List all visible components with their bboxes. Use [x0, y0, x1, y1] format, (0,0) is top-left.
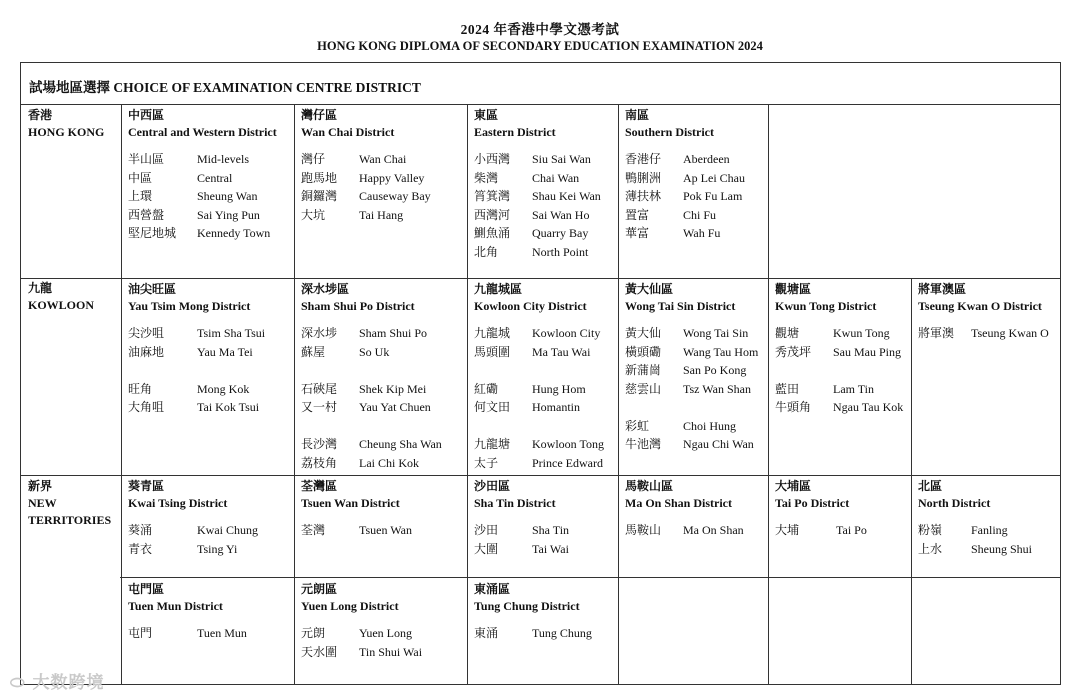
place-name-zh: 香港仔: [625, 152, 662, 166]
grid-line: [121, 104, 122, 685]
place-name-en: Yau Ma Tei: [197, 344, 253, 359]
place-name-zh: 油麻地: [128, 344, 165, 359]
place-name-en: Lam Tin: [833, 381, 875, 396]
place-name-zh: 鴨脷洲: [625, 170, 662, 185]
place-name-en: Kennedy Town: [197, 226, 271, 240]
place-name-zh: 觀塘: [775, 326, 800, 340]
district-cell-tai-po: [775, 478, 908, 540]
place-row: [918, 324, 1061, 343]
district-name-en: Kwun Tong District: [775, 299, 877, 313]
place-name-zh: 沙田: [474, 523, 499, 537]
place-row: [301, 324, 464, 343]
title-chinese: 2024 年香港中學文憑考試: [460, 22, 620, 37]
district-cell-kwun-tong: [775, 281, 908, 417]
place-name-zh: 旺角: [128, 381, 153, 396]
place-name-en: Cheung Sha Wan: [359, 437, 442, 451]
place-row: [128, 187, 291, 206]
place-name-en: Siu Sai Wan: [532, 152, 591, 166]
place-name-zh: 深水埗: [301, 326, 338, 340]
place-row: [301, 343, 464, 362]
place-list: [128, 624, 291, 643]
place-row: [474, 206, 617, 225]
place-row: [474, 224, 617, 243]
place-name-zh: 大埔: [775, 523, 800, 537]
logo-mark-icon: ⬭: [10, 673, 26, 693]
place-name-zh: 半山區: [128, 152, 165, 166]
district-cell-tuen-mun: [128, 581, 291, 643]
place-list: [474, 521, 617, 558]
place-name-zh: 中區: [128, 170, 153, 185]
place-name-en: Wan Chai: [359, 152, 407, 166]
place-name-zh: 何文田: [474, 400, 511, 414]
district-cell-eastern: [474, 107, 617, 261]
district-cell-kowloon-city: [474, 281, 617, 472]
place-name-zh: 牛池灣: [625, 437, 662, 451]
place-name-zh: 薄扶林: [625, 189, 662, 203]
place-name-zh: 慈雲山: [625, 381, 662, 396]
place-name-zh: 元朗: [301, 626, 326, 640]
region-hong-kong: 香港 HONG KONG: [28, 108, 105, 139]
place-list: [775, 521, 908, 540]
place-row: [128, 224, 291, 243]
place-name-en: Ma Tau Wai: [532, 344, 591, 359]
place-row: [474, 150, 617, 169]
grid-line: [467, 104, 468, 685]
place-name-zh: 馬鞍山: [625, 523, 662, 537]
place-row: [918, 540, 1061, 559]
place-row: [474, 243, 617, 262]
place-name-zh: 大角咀: [128, 400, 165, 414]
district-name-zh: 荃灣區: [301, 479, 338, 493]
place-list: [128, 150, 291, 243]
region-kowloon: 九龍 KOWLOON: [28, 281, 95, 312]
district-name-en: Tung Chung District: [474, 599, 580, 613]
place-name-zh: 大圍: [474, 541, 499, 556]
place-name-en: Sheung Wan: [197, 189, 258, 203]
place-name-zh: 將軍澳: [918, 326, 955, 340]
place-name-zh: 青衣: [128, 541, 153, 556]
place-name-zh: 北角: [474, 244, 499, 259]
place-row: [301, 187, 464, 206]
district-cell-ma-on-shan: [625, 478, 767, 540]
grid-line: [618, 104, 619, 685]
district-name-en: Tuen Mun District: [128, 599, 223, 613]
place-row: [775, 521, 908, 540]
district-name-en: Sham Shui Po District: [301, 299, 415, 313]
district-name-en: Tseung Kwan O District: [918, 299, 1042, 313]
place-name-zh: 石硤尾: [301, 381, 338, 396]
place-row: [625, 380, 767, 399]
district-name-zh: 北區: [918, 479, 943, 493]
place-name-en: Sau Mau Ping: [833, 344, 902, 359]
district-name-en: North District: [918, 496, 991, 510]
district-name-en: Southern District: [625, 125, 714, 139]
district-name-en: Ma On Shan District: [625, 496, 733, 510]
place-row: [128, 380, 291, 399]
place-row: [128, 624, 291, 643]
place-list: [625, 150, 767, 243]
place-list: [474, 624, 617, 643]
place-row: [128, 540, 291, 559]
place-list: [474, 150, 617, 261]
place-list: [625, 324, 767, 454]
place-name-en: Tai Kok Tsui: [197, 400, 260, 414]
place-row: [625, 206, 767, 225]
place-name-en: Hung Hom: [532, 381, 586, 396]
place-name-zh: 柴灣: [474, 170, 499, 185]
place-name-en: Pok Fu Lam: [683, 189, 743, 203]
place-list: [301, 324, 464, 472]
district-cell-sha-tin: [474, 478, 617, 558]
place-row: [625, 361, 767, 380]
place-name-en: Tsing Yi: [197, 541, 238, 556]
district-name-en: Eastern District: [474, 125, 556, 139]
place-name-en: Sai Wan Ho: [532, 207, 590, 222]
place-name-zh: 太子: [474, 455, 499, 470]
place-name-en: Tsim Sha Tsui: [197, 326, 266, 340]
place-name-en: Ngau Chi Wan: [683, 437, 754, 451]
place-row: [128, 343, 291, 362]
district-name-en: Tai Po District: [775, 496, 850, 510]
district-name-en: Wong Tai Sin District: [625, 299, 736, 313]
place-name-en: Shau Kei Wan: [532, 189, 601, 203]
place-name-en: Sha Tin: [532, 523, 570, 537]
place-name-en: Chai Wan: [532, 170, 580, 185]
place-name-en: Lai Chi Kok: [359, 455, 419, 470]
grid-line: [768, 104, 769, 685]
place-name-zh: 上水: [918, 541, 943, 556]
district-name-zh: 南區: [625, 108, 650, 122]
district-name-zh: 黃大仙區: [625, 282, 674, 296]
place-name-en: Prince Edward: [532, 455, 603, 470]
place-row: [775, 343, 908, 362]
place-name-en: Tin Shui Wai: [359, 644, 423, 659]
district-name-en: Yuen Long District: [301, 599, 399, 613]
place-name-en: Aberdeen: [683, 152, 730, 166]
place-name-zh: 彩虹: [625, 418, 650, 433]
place-list: [775, 324, 908, 417]
place-row: [301, 380, 464, 399]
table-heading: 試場地區選擇 CHOICE OF EXAMINATION CENTRE DISTRICT: [29, 80, 421, 95]
district-name-zh: 大埔區: [775, 479, 812, 493]
place-name-en: Yau Yat Chuen: [359, 400, 431, 414]
place-name-en: Mid-levels: [197, 152, 249, 166]
place-name-en: Tai Wai: [532, 541, 569, 556]
place-list: [128, 521, 291, 558]
place-name-zh: 銅鑼灣: [301, 189, 338, 203]
place-name-zh: 堅尼地城: [128, 226, 177, 240]
place-row: [775, 380, 908, 399]
district-name-zh: 九龍城區: [474, 282, 523, 296]
district-name-zh: 馬鞍山區: [625, 479, 674, 493]
place-name-zh: 屯門: [128, 626, 153, 640]
place-name-en: Sham Shui Po: [359, 326, 428, 340]
place-name-en: Tseung Kwan O: [971, 326, 1049, 340]
place-list: [474, 324, 617, 472]
place-row: [775, 398, 908, 417]
district-table: [20, 62, 1061, 685]
place-name-zh: 西灣河: [474, 207, 511, 222]
place-name-en: Tuen Mun: [197, 626, 247, 640]
place-row: [625, 417, 767, 436]
place-row: [301, 521, 464, 540]
place-row: [474, 540, 617, 559]
place-list: [918, 324, 1061, 343]
place-row: [775, 324, 908, 343]
place-name-zh: 灣仔: [301, 152, 326, 166]
place-name-zh: 九龍城: [474, 326, 511, 340]
place-name-en: Ma On Shan: [683, 523, 744, 537]
place-row: [128, 398, 291, 417]
place-name-en: Kowloon City: [532, 326, 601, 340]
district-cell-sham-shui-po: [301, 281, 464, 472]
place-name-en: Sheung Shui: [971, 541, 1033, 556]
grid-line: [911, 278, 912, 685]
place-row: [301, 643, 464, 662]
place-row: [474, 187, 617, 206]
place-row: [625, 343, 767, 362]
place-name-zh: 天水圍: [301, 644, 338, 659]
place-name-en: Fanling: [971, 523, 1008, 537]
place-name-en: Chi Fu: [683, 207, 717, 222]
place-name-zh: 上環: [128, 189, 153, 203]
place-name-en: Wong Tai Sin: [683, 326, 749, 340]
district-name-zh: 屯門區: [128, 582, 165, 596]
place-name-en: Tai Po: [836, 523, 867, 537]
place-name-zh: 西營盤: [128, 207, 165, 222]
place-name-en: Ngau Tau Kok: [833, 400, 904, 414]
district-cell-north: [918, 478, 1061, 558]
place-row: [918, 521, 1061, 540]
place-name-zh: 筲箕灣: [474, 189, 511, 203]
place-list: [128, 324, 291, 417]
place-name-zh: 小西灣: [474, 152, 511, 166]
place-list: [625, 521, 767, 540]
place-row: [474, 380, 617, 399]
place-name-en: Kwun Tong: [833, 326, 890, 340]
place-name-en: Happy Valley: [359, 170, 425, 185]
place-name-zh: 荔枝角: [301, 455, 338, 470]
district-name-en: Central and Western District: [128, 125, 277, 139]
place-name-zh: 橫頭磡: [625, 344, 662, 359]
place-name-en: Tsz Wan Shan: [683, 381, 751, 396]
place-name-en: Kowloon Tong: [532, 437, 604, 451]
title-english: HONG KONG DIPLOMA OF SECONDARY EDUCATION EXAMINATION 2024: [317, 39, 763, 53]
place-name-zh: 尖沙咀: [128, 326, 165, 340]
place-name-en: Wah Fu: [683, 226, 721, 240]
place-name-zh: 馬頭圍: [474, 344, 511, 359]
watermark-logo: ⬭ 大数跨境: [10, 673, 105, 693]
place-name-en: Homantin: [532, 400, 580, 414]
place-name-zh: 荃灣: [301, 523, 326, 537]
district-name-en: Sha Tin District: [474, 496, 556, 510]
place-row: [301, 169, 464, 188]
place-name-zh: 粉嶺: [918, 523, 943, 537]
place-row: [301, 206, 464, 225]
place-name-zh: 蘇屋: [301, 344, 326, 359]
place-row: [128, 206, 291, 225]
district-cell-yau-tsim-mong: [128, 281, 291, 417]
grid-line: [21, 104, 1060, 105]
place-name-en: Sai Ying Pun: [197, 207, 260, 222]
place-row: [128, 324, 291, 343]
place-name-en: Central: [197, 170, 233, 185]
place-name-en: Quarry Bay: [532, 226, 589, 240]
place-name-zh: 華富: [625, 226, 650, 240]
place-row: [128, 150, 291, 169]
district-name-zh: 沙田區: [474, 479, 511, 493]
place-name-zh: 長沙灣: [301, 437, 338, 451]
district-name-en: Yau Tsim Mong District: [128, 299, 251, 313]
place-row: [474, 343, 617, 362]
place-row: [474, 454, 617, 473]
district-cell-tung-chung: [474, 581, 617, 643]
district-name-en: Kowloon City District: [474, 299, 587, 313]
place-name-zh: 新蒲崗: [625, 363, 662, 377]
grid-line: [21, 475, 1060, 476]
place-name-en: Tsuen Wan: [359, 523, 412, 537]
place-row: [474, 398, 617, 417]
place-name-zh: 大坑: [301, 207, 326, 222]
place-name-en: Tai Hang: [359, 207, 404, 222]
district-cell-southern: [625, 107, 767, 243]
place-row: [474, 435, 617, 454]
place-name-zh: 葵涌: [128, 523, 153, 537]
place-row: [625, 224, 767, 243]
district-name-zh: 葵青區: [128, 479, 165, 493]
district-cell-tseung-kwan-o: [918, 281, 1061, 343]
place-row: [474, 169, 617, 188]
place-list: [301, 521, 464, 540]
place-list: [301, 150, 464, 224]
district-name-zh: 觀塘區: [775, 282, 812, 296]
district-name-en: Tsuen Wan District: [301, 496, 400, 510]
place-name-en: Mong Kok: [197, 381, 250, 396]
place-name-en: North Point: [532, 244, 589, 259]
place-name-en: Shek Kip Mei: [359, 381, 427, 396]
place-row: [474, 521, 617, 540]
place-name-zh: 藍田: [775, 381, 800, 396]
place-row: [301, 398, 464, 417]
district-name-en: Kwai Tsing District: [128, 496, 228, 510]
place-row: [474, 324, 617, 343]
place-name-zh: 秀茂坪: [775, 344, 812, 359]
district-name-zh: 灣仔區: [301, 108, 338, 122]
district-name-zh: 中西區: [128, 108, 165, 122]
place-name-zh: 牛頭角: [775, 400, 812, 414]
place-name-en: San Po Kong: [683, 363, 747, 377]
place-row: [301, 454, 464, 473]
place-name-zh: 東涌: [474, 626, 499, 640]
district-name-zh: 油尖旺區: [128, 282, 177, 296]
district-name-zh: 將軍澳區: [918, 282, 967, 296]
place-name-en: Causeway Bay: [359, 189, 431, 203]
region-new-territories: 新界 NEW TERRITORIES: [28, 479, 112, 527]
place-name-en: Yuen Long: [359, 626, 412, 640]
place-row: [625, 435, 767, 454]
place-name-zh: 黃大仙: [625, 326, 662, 340]
district-cell-yuen-long: [301, 581, 464, 661]
grid-line: [21, 278, 1060, 279]
place-row: [625, 324, 767, 343]
district-cell-central-western: [128, 107, 291, 243]
place-name-zh: 跑馬地: [301, 170, 338, 185]
place-list: [301, 624, 464, 661]
district-name-zh: 深水埗區: [301, 282, 350, 296]
place-row: [301, 435, 464, 454]
district-cell-tsuen-wan: [301, 478, 464, 540]
place-name-zh: 又一村: [301, 400, 338, 414]
place-name-en: Ap Lei Chau: [683, 170, 745, 185]
place-name-en: Tung Chung: [532, 626, 592, 640]
place-list: [918, 521, 1061, 558]
district-name-zh: 東區: [474, 108, 499, 122]
place-row: [474, 624, 617, 643]
place-name-zh: 鰂魚涌: [474, 226, 511, 240]
place-row: [301, 624, 464, 643]
place-row: [625, 169, 767, 188]
place-row: [128, 521, 291, 540]
place-row: [625, 150, 767, 169]
district-name-zh: 東涌區: [474, 582, 511, 596]
place-name-en: Kwai Chung: [197, 523, 258, 537]
district-name-en: Wan Chai District: [301, 125, 395, 139]
place-name-en: So Uk: [359, 344, 390, 359]
district-name-zh: 元朗區: [301, 582, 338, 596]
district-cell-wan-chai: [301, 107, 464, 224]
place-row: [301, 150, 464, 169]
grid-line: [120, 577, 1060, 578]
document-header: [0, 22, 1080, 54]
grid-line: [294, 104, 295, 685]
place-name-zh: 紅磡: [474, 381, 499, 396]
district-cell-wong-tai-sin: [625, 281, 767, 454]
place-name-en: Wang Tau Hom: [683, 344, 759, 359]
place-name-zh: 九龍塘: [474, 437, 511, 451]
place-name-zh: 置富: [625, 207, 650, 222]
place-row: [625, 521, 767, 540]
district-cell-kwai-tsing: [128, 478, 291, 558]
place-name-en: Choi Hung: [683, 418, 737, 433]
place-row: [625, 187, 767, 206]
place-row: [128, 169, 291, 188]
